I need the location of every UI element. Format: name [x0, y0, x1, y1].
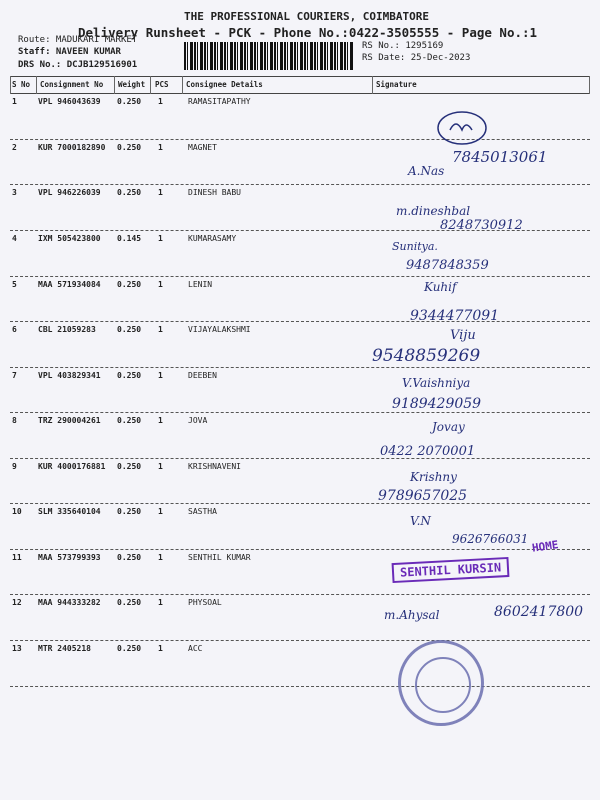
col-header-consignment: Consignment No	[40, 80, 104, 89]
violet-stamp-home: HOME	[531, 538, 560, 555]
rs-date: RS Date: 25-Dec-2023	[362, 53, 471, 63]
signature-row9: Krishny	[410, 470, 457, 484]
signature-row7: V.Vaishniya	[402, 376, 471, 390]
row-pcs: 1	[158, 325, 163, 334]
violet-stamp: SENTHIL KURSIN	[392, 557, 510, 583]
signature-row12: m.Ahysal	[384, 608, 440, 622]
row-pcs: 1	[158, 143, 163, 152]
signature-row5: Kuhif	[424, 280, 457, 294]
row-sno: 3	[12, 188, 17, 197]
row-sno: 13	[12, 644, 22, 653]
col-header-consignee: Consignee Details	[186, 80, 263, 89]
row-sno: 9	[12, 462, 17, 471]
row-weight: 0.250	[117, 598, 142, 607]
row-consignee: ACC	[188, 644, 203, 653]
row-consignee: KUMARASAMY	[188, 234, 237, 243]
row-sno: 8	[12, 416, 17, 425]
signature-row6: Viju	[450, 328, 476, 343]
row-consignment-no: MAA 944333282	[38, 598, 101, 607]
col-header-signature: Signature	[376, 80, 417, 89]
row-consignment-no: MTR 2405218	[38, 644, 91, 653]
row-pcs: 1	[158, 188, 163, 197]
row-consignment-no: KUR 7000182890	[38, 143, 106, 152]
row-weight: 0.250	[117, 553, 142, 562]
row-consignee: RAMASITAPATHY	[188, 97, 251, 106]
row-consignment-no: SLM 335640104	[38, 507, 101, 516]
row-pcs: 1	[158, 598, 163, 607]
row-consignment-no: VPL 403829341	[38, 371, 101, 380]
phone-row12: 8602417800	[494, 604, 584, 620]
row-pcs: 1	[158, 97, 163, 106]
phone-row3: 8248730912	[440, 218, 523, 233]
row-consignee: LENIN	[188, 280, 213, 289]
row-weight: 0.250	[117, 188, 142, 197]
row-weight: 0.250	[117, 371, 142, 380]
row-consignee: JOVA	[188, 416, 208, 425]
row-weight: 0.250	[117, 280, 142, 289]
row-weight: 0.250	[117, 507, 142, 516]
row-consignee: MAGNET	[188, 143, 217, 152]
signature-row4: Sunitya.	[392, 240, 438, 253]
route-label: Route: MADUKARI MARKET	[18, 35, 138, 45]
company-title: THE PROFESSIONAL COURIERS, COIMBATORE	[184, 10, 430, 23]
drs-number: DRS No.: DCJB129516901	[18, 60, 138, 70]
row-weight: 0.250	[117, 462, 142, 471]
row-sno: 4	[12, 234, 17, 243]
row-consignee: DEEBEN	[188, 371, 217, 380]
runsheet-title: Delivery Runsheet - PCK - Phone No.:0422-3505555 - Page No.:1	[78, 25, 538, 40]
rs-number: RS No.: 1295169	[362, 41, 444, 51]
row-consignment-no: IXM 505423800	[38, 234, 101, 243]
phone-row9: 9789657025	[378, 488, 468, 504]
row-consignment-no: MAA 571934084	[38, 280, 101, 289]
row-weight: 0.250	[117, 416, 142, 425]
row-weight: 0.250	[117, 143, 142, 152]
row-weight: 0.250	[117, 97, 142, 106]
row-pcs: 1	[158, 371, 163, 380]
staff-label: Staff: NAVEEN KUMAR	[18, 47, 121, 57]
row-consignee: PHYSOAL	[188, 598, 222, 607]
row-consignee: SENTHIL KUMAR	[188, 553, 251, 562]
row-consignee: DINESH BABU	[188, 188, 241, 197]
signature-row3: m.dineshbal	[396, 204, 471, 218]
phone-row8: 0422 2070001	[380, 444, 476, 459]
row-consignee: VIJAYALAKSHMI	[188, 325, 251, 334]
row-consignee: KRISHNAVENI	[188, 462, 241, 471]
row-consignment-no: VPL 946043639	[38, 97, 101, 106]
row-sno: 10	[12, 507, 22, 516]
row-pcs: 1	[158, 462, 163, 471]
row-consignment-no: MAA 573799393	[38, 553, 101, 562]
row-consignment-no: CBL 21059283	[38, 325, 96, 334]
row-pcs: 1	[158, 234, 163, 243]
phone-row1: 7845013061	[452, 148, 548, 166]
signature-row10: V.N	[410, 514, 431, 528]
row-consignment-no: VPL 946226039	[38, 188, 101, 197]
row-weight: 0.145	[117, 234, 142, 243]
row-sno: 11	[12, 553, 22, 562]
row-consignee: SASTHA	[188, 507, 217, 516]
phone-row6: 9548859269	[372, 346, 481, 366]
row-pcs: 1	[158, 416, 163, 425]
col-header-weight: Weight	[118, 80, 146, 89]
phone-row4: 9487848359	[406, 258, 489, 273]
signature-row8: Jovay	[432, 420, 465, 434]
row-sno: 7	[12, 371, 17, 380]
phone-row7: 9189429059	[392, 396, 482, 412]
row-pcs: 1	[158, 280, 163, 289]
row-weight: 0.250	[117, 644, 142, 653]
row-consignment-no: KUR 4000176881	[38, 462, 106, 471]
row-consignment-no: TRZ 290004261	[38, 416, 101, 425]
row-sno: 12	[12, 598, 22, 607]
col-header-pcs: PCS	[155, 80, 169, 89]
row-pcs: 1	[158, 507, 163, 516]
signature-row2: A.Nas	[408, 164, 445, 178]
row-sno: 1	[12, 97, 17, 106]
phone-row5: 9344477091	[410, 308, 500, 324]
row-pcs: 1	[158, 553, 163, 562]
round-seal	[398, 640, 484, 726]
row-sno: 5	[12, 280, 17, 289]
col-header-sno: S No	[12, 80, 31, 89]
row-pcs: 1	[158, 644, 163, 653]
row-sno: 6	[12, 325, 17, 334]
phone-row10: 9626766031	[452, 532, 529, 546]
row-weight: 0.250	[117, 325, 142, 334]
row-sno: 2	[12, 143, 17, 152]
